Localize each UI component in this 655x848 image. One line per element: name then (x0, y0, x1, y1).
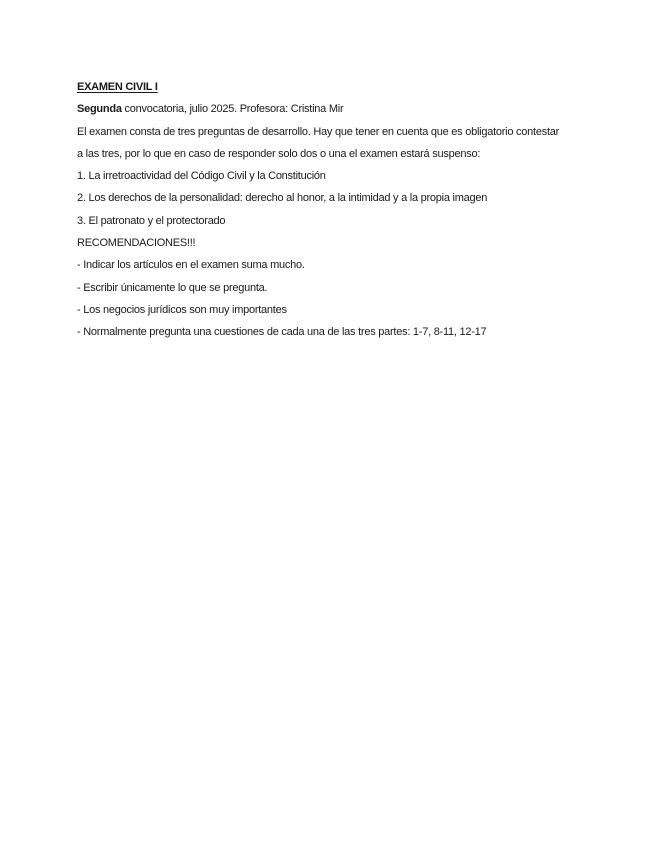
question-item: 3. El patronato y el protectorado (77, 214, 226, 227)
recommendation-item: - Indicar los artículos en el examen suma mucho. (77, 259, 305, 272)
recommendation-item: - Escribir únicamente lo que se pregunta. (77, 281, 268, 294)
recommendation-item: - Los negocios jurídicos son muy importantes (77, 303, 287, 316)
recommendations-heading: RECOMENDACIONES!!! (77, 237, 196, 250)
intro-paragraph-line-2: a las tres, por lo que en caso de responder solo dos o una el examen estará suspenso: (77, 147, 481, 160)
intro-paragraph-line-1: El examen consta de tres preguntas de desarrollo. Hay que tener en cuenta que es obligatorio contestar (77, 125, 560, 138)
subtitle-bold-word: Segunda (77, 103, 122, 116)
document-body (77, 79, 597, 347)
question-item: 1. La irretroactividad del Código Civil y la Constitución (77, 170, 326, 183)
subtitle-text: convocatoria, julio 2025. Profesora: Cristina Mir (121, 103, 344, 116)
recommendation-item: - Normalmente pregunta una cuestiones de cada una de las tres partes: 1-7, 8-11, 12-17 (77, 326, 487, 339)
document-subtitle (77, 101, 597, 123)
document-title: EXAMEN CIVIL I (77, 81, 158, 93)
question-item: 2. Los derechos de la personalidad: derecho al honor, a la intimidad y a la propia imagen (77, 192, 488, 205)
